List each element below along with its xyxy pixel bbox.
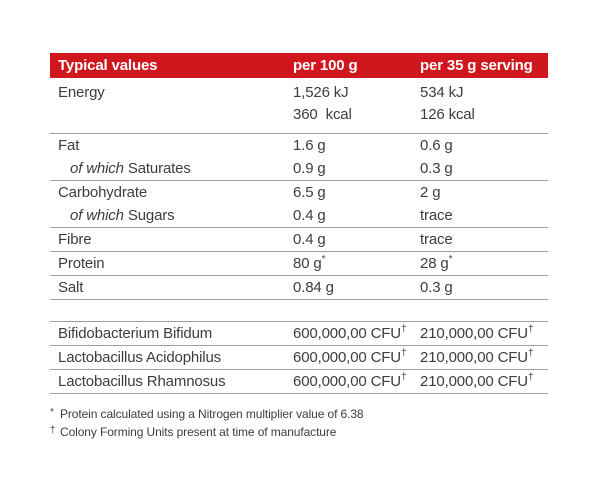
row-label: Protein	[58, 255, 105, 272]
nutrition-table	[50, 53, 548, 394]
value-per35	[420, 325, 548, 342]
value-text: 210,000,00 CFU	[420, 349, 528, 366]
table-row-fat	[50, 134, 548, 157]
table-row-fibre	[50, 228, 548, 252]
value-text: 600,000,00 CFU	[293, 373, 401, 390]
footnote-text: Colony Forming Units present at time of manufacture	[60, 425, 337, 439]
value-text: 28 g	[420, 255, 449, 272]
table-row-salt	[50, 276, 548, 300]
row-label: Energy	[58, 84, 105, 101]
row-label: Lactobacillus Rhamnosus	[58, 373, 226, 390]
row-label: Salt	[58, 279, 84, 296]
dagger-marker: †	[50, 425, 56, 436]
row-label: Carbohydrate	[58, 184, 148, 201]
value-per100	[293, 373, 420, 390]
value-text: 210,000,00 CFU	[420, 325, 528, 342]
footnote-cfu	[50, 424, 548, 442]
value-per100: 6.5 g	[293, 184, 326, 201]
value-per35: 2 g	[420, 184, 441, 201]
value-text: 210,000,00 CFU	[420, 373, 528, 390]
energy-kj-per100: 1,526 kJ	[293, 84, 349, 101]
value-per35: 0.6 g	[420, 137, 453, 154]
row-label: Fat	[58, 137, 80, 154]
value-per35: trace	[420, 231, 453, 248]
table-header-row	[50, 53, 548, 78]
energy-kcal-per100: 360 kcal	[293, 106, 352, 123]
table-row-sugars	[50, 204, 548, 228]
dagger-marker: †	[400, 372, 407, 383]
table-row-saturates	[50, 157, 548, 181]
table-row-energy	[50, 78, 548, 134]
footnote-text: Protein calculated using a Nitrogen multiplier value of 6.38	[60, 407, 364, 421]
dagger-marker: †	[527, 372, 534, 383]
of-which-prefix: of which	[70, 160, 124, 177]
value-per35	[420, 349, 548, 366]
value-per100: 1.6 g	[293, 137, 326, 154]
row-label: Lactobacillus Acidophilus	[58, 349, 222, 366]
value-per35: 0.3 g	[420, 160, 453, 177]
value-per100: 0.4 g	[293, 207, 326, 224]
energy-kcal-per35: 126 kcal	[420, 106, 475, 123]
value-per35	[420, 255, 548, 272]
row-label: Fibre	[58, 231, 92, 248]
value-per35: 0.3 g	[420, 279, 453, 296]
value-per100: 0.9 g	[293, 160, 326, 177]
footnote-protein	[50, 406, 548, 424]
value-text: 600,000,00 CFU	[293, 349, 401, 366]
header-per-35g-serving: per 35 g serving	[420, 57, 533, 74]
asterisk-marker: *	[50, 407, 54, 418]
row-label-text: Saturates	[127, 160, 191, 177]
dagger-marker: †	[400, 348, 407, 359]
asterisk-marker: *	[448, 254, 453, 265]
value-per35	[420, 373, 548, 390]
dagger-marker: †	[527, 324, 534, 335]
table-row-protein	[50, 252, 548, 276]
row-label: Bifidobacterium Bifidum	[58, 325, 213, 342]
dagger-marker: †	[400, 324, 407, 335]
dagger-marker: †	[527, 348, 534, 359]
table-row-carbohydrate	[50, 181, 548, 204]
asterisk-marker: *	[321, 254, 326, 265]
value-text: 80 g	[293, 255, 322, 272]
value-per100	[293, 349, 420, 366]
row-label	[50, 160, 293, 177]
table-row-lactobacillus-rhamnosus	[50, 370, 548, 394]
nutrition-panel	[50, 53, 548, 442]
section-spacer	[50, 300, 548, 321]
header-typical-values: Typical values	[58, 57, 158, 74]
value-per100	[293, 255, 420, 272]
table-row-lactobacillus-acidophilus	[50, 346, 548, 370]
row-label-text: Sugars	[127, 207, 175, 224]
energy-kj-per35: 534 kJ	[420, 84, 464, 101]
header-per-100g: per 100 g	[293, 57, 358, 74]
row-label	[50, 207, 293, 224]
value-per100: 0.84 g	[293, 279, 334, 296]
value-per100	[293, 325, 420, 342]
footnotes	[50, 406, 548, 442]
value-text: 600,000,00 CFU	[293, 325, 401, 342]
of-which-prefix: of which	[70, 207, 124, 224]
table-row-bifidobacterium-bifidum	[50, 321, 548, 346]
value-per35: trace	[420, 207, 453, 224]
value-per100: 0.4 g	[293, 231, 326, 248]
